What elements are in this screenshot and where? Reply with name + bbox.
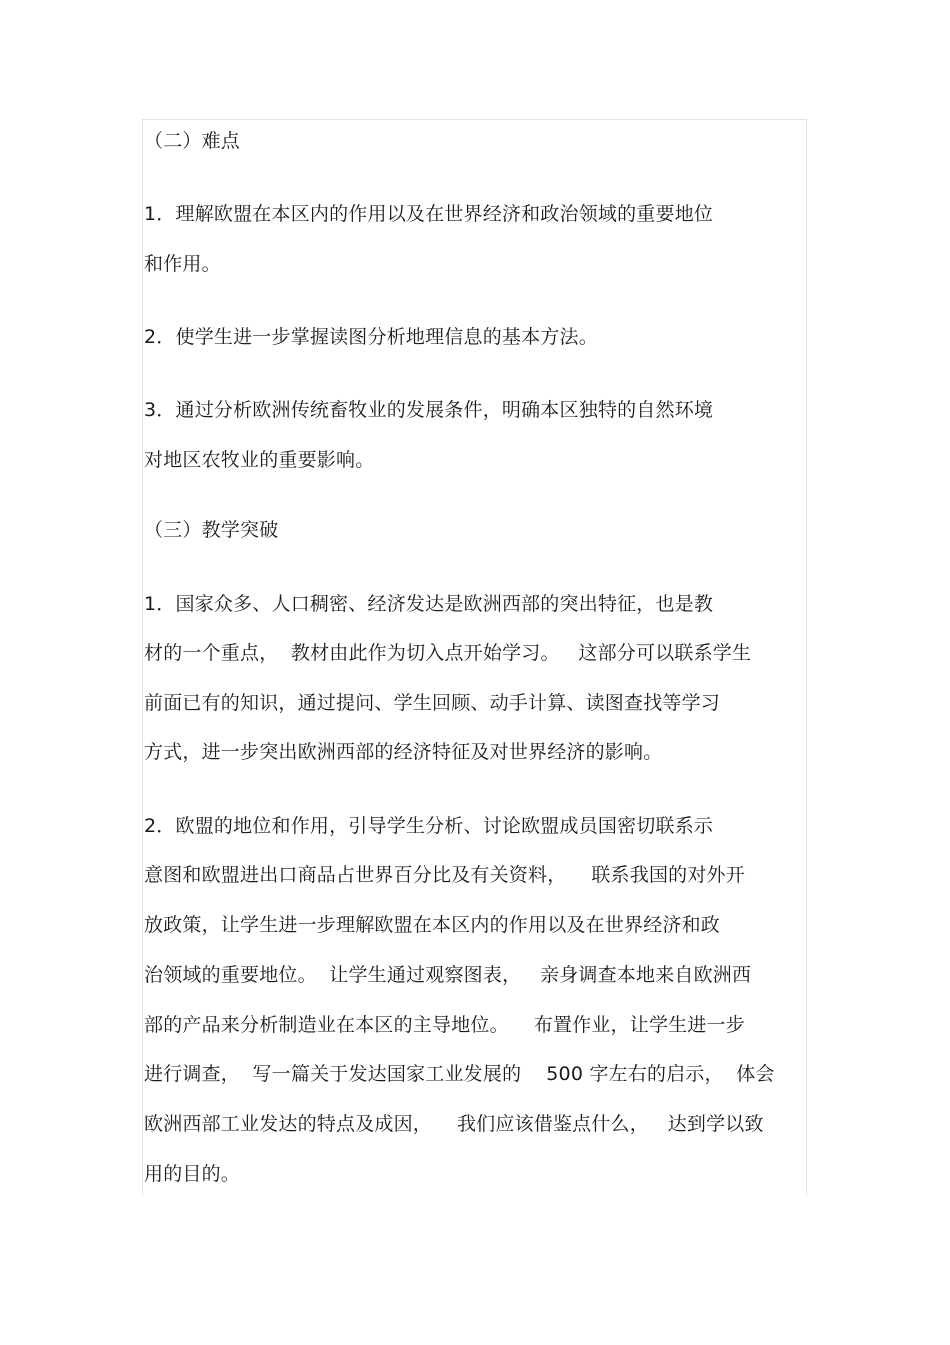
difficulty-item-3-line-1: 3．通过分析欧洲传统畜牧业的发展条件，明确本区独特的自然环境 [144,399,714,421]
section-heading-breakthrough: （三）教学突破 [144,519,279,541]
breakthrough-item-1-line-4: 方式，进一步突出欧洲西部的经济特征及对世界经济的影响。 [144,741,663,763]
breakthrough-item-2-line-4: 治领域的重要地位。 让学生通过观察图表， 亲身调查本地来自欧洲西 [144,964,752,986]
difficulty-item-3-line-2: 对地区农牧业的重要影响。 [144,449,375,471]
breakthrough-item-2-line-7: 欧洲西部工业发达的特点及成因， 我们应该借鉴点什么， 达到学以致 [144,1113,764,1135]
breakthrough-item-2-line-5: 部的产品来分析制造业在本区的主导地位。 布置作业，让学生进一步 [144,1014,745,1036]
section-heading-difficulties: （二）难点 [144,130,241,152]
breakthrough-item-2-line-3: 放政策，让学生进一步理解欧盟在本区内的作用以及在世界经济和政 [144,914,721,936]
breakthrough-item-2-line-8: 用的目的。 [144,1163,241,1185]
breakthrough-item-1-line-1: 1．国家众多、人口稠密、经济发达是欧洲西部的突出特征，也是教 [144,593,714,615]
breakthrough-item-2-line-2: 意图和欧盟进出口商品占世界百分比及有关资料， 联系我国的对外开 [144,864,745,886]
breakthrough-item-2-line-6: 进行调查， 写一篇关于发达国家工业发展的 500 字左右的启示， 体会 [144,1063,775,1085]
difficulty-item-1-line-2: 和作用。 [144,253,221,275]
difficulty-item-2-line-1: 2．使学生进一步掌握读图分析地理信息的基本方法。 [144,326,598,348]
breakthrough-item-1-line-3: 前面已有的知识，通过提问、学生回顾、动手计算、读图查找等学习 [144,692,721,714]
breakthrough-item-2-line-1: 2．欧盟的地位和作用，引导学生分析、讨论欧盟成员国密切联系示 [144,815,714,837]
breakthrough-item-1-line-2: 材的一个重点， 教材由此作为切入点开始学习。 这部分可以联系学生 [144,642,752,664]
difficulty-item-1-line-1: 1．理解欧盟在本区内的作用以及在世界经济和政治领域的重要地位 [144,203,714,225]
